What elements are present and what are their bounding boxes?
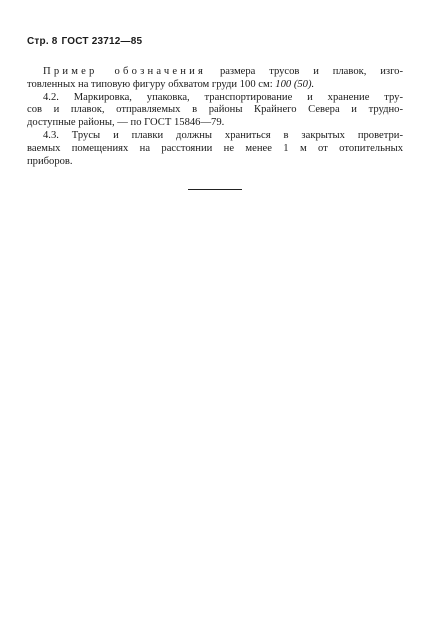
- clause-4-3-line-2: ваемых помещениях на расстоянии не менее 1 м от отопительных: [27, 142, 403, 154]
- clause-4-2-line-2: сов и плавок, отправляемых в районы Крайнего Севера и трудно-: [27, 104, 403, 116]
- clause-4-2-line-3: доступные районы, — по ГОСТ 15846—79.: [27, 117, 225, 129]
- size-designation: 100 (50).: [275, 78, 315, 90]
- clause-4-3-line-3: приборов.: [27, 155, 73, 167]
- page-number: Стр. 8: [27, 36, 58, 47]
- example-line-1-rest: размера трусов и плавок, изго-: [219, 66, 403, 77]
- example-line-2: [27, 79, 403, 92]
- standard-designation: ГОСТ 23712—85: [61, 36, 143, 47]
- example-line-2-text: товленных на типовую фигуру обхватом груди 100 см:: [27, 78, 273, 90]
- example-line-1: [27, 66, 403, 79]
- example-lead: Пример обозначения: [43, 66, 207, 77]
- document-body: [27, 66, 403, 168]
- clause-4-2-line-1: 4.2. Маркировка, упаковка, транспортирование и хранение тру-: [43, 91, 403, 103]
- end-rule: [188, 189, 242, 190]
- page-header: [27, 36, 142, 47]
- clause-4-3-line-1: 4.3. Трусы и плавки должны храниться в закрытых проветри-: [43, 129, 403, 141]
